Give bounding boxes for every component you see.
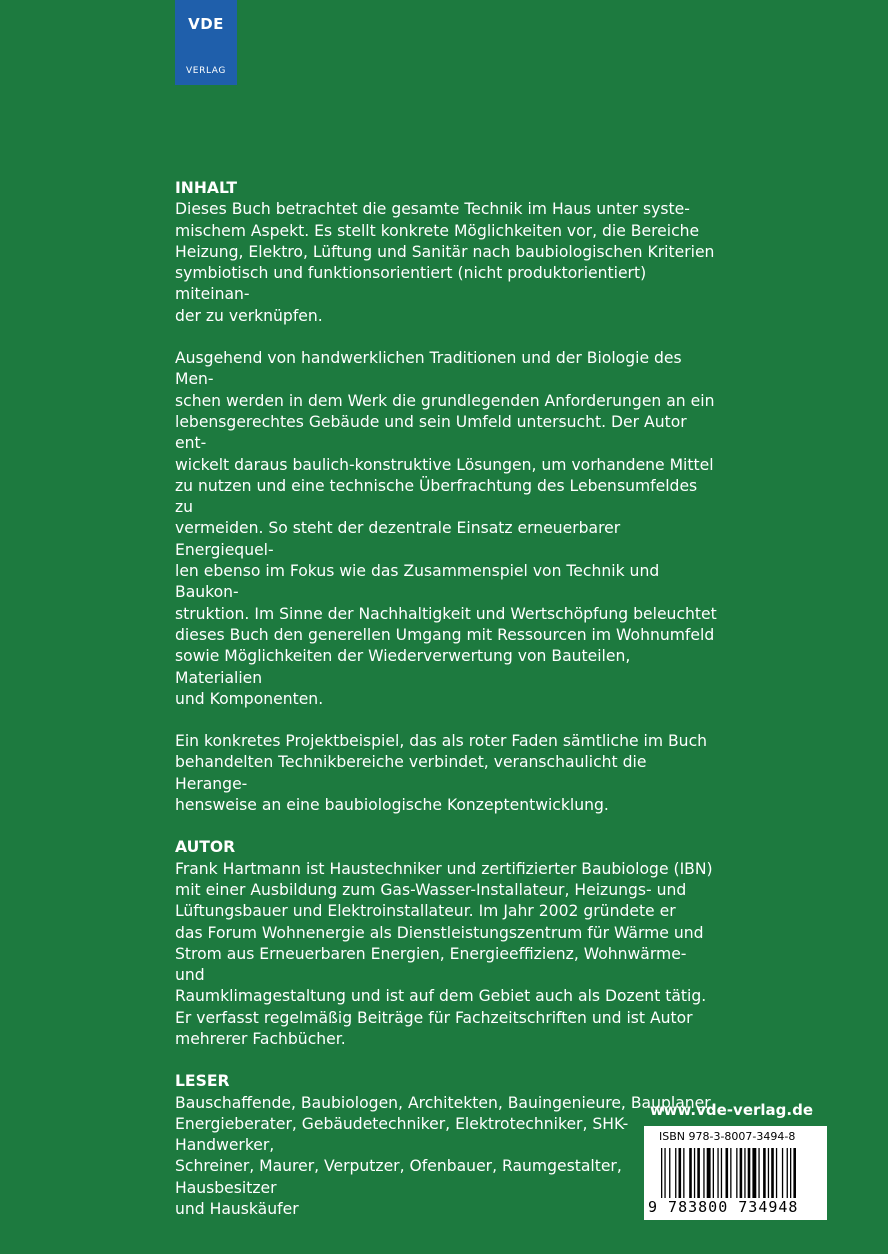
logo-subtitle: VERLAG [186,66,226,76]
vde-verlag-logo [175,0,237,85]
autor-paragraph: Frank Hartmann ist Haustechniker und zertifizierter Baubiologe (IBN) mit einer Ausbildung zum Gas-Wasser-Installateur, Heizungs- und Lüftungsbauer und Elektroinstallateur. Im Jahr 2002 gründete er das Forum Wohnenergie als Dienstleistungszentrum für Wärme und Strom aus Erneuerbaren Energien, Energieeffizienz, Wohnwärme- und Raumklimagestaltung und ist auf dem Gebiet auch als Dozent tätig. Er verfasst regelmäßig Beiträge für Fachzeitschriften und ist Autor mehrerer Fachbücher. [175,859,713,1048]
inhalt-paragraph-2: Ausgehend von handwerklichen Traditionen und der Biologie des Men- schen werden in dem Werk die grundlegenden Anforderungen an ein lebensgerechtes Gebäude und sein Umfeld untersucht. Der Autor ent- wickelt daraus baulich-konstruktive Lösungen, um vorhandene Mittel zu nutzen und eine technische Überfrachtung des Lebensumfeldes zu vermeiden. So steht der dezentrale Einsatz erneuerbarer Energiequel- len ebenso im Fokus wie das Zusammenspiel von Technik und Baukon- struktion. Im Sinne der Nachhaltigkeit und Wertschöpfung beleuchtet dieses Buch den generellen Umgang mit Ressourcen im Wohnumfeld sowie Möglichkeiten der Wiederverwertung von Bauteilen, Materialien und Komponenten. [175,349,717,708]
inhalt-paragraph-3: Ein konkretes Projektbeispiel, das als roter Faden sämtliche im Buch behandelten Technikbereiche verbindet, veranschaulicht die Herange- hensweise an eine baubiologische Konzeptentwicklung. [175,732,708,815]
heading-autor: AUTOR [175,838,236,857]
barcode-digits: 9 783800 734948 [648,1198,799,1216]
leser-paragraph: Bauschaffende, Baubiologen, Architekten, Bauingenieure, Bauplaner, Energieberater, Gebäudetechniker, Elektrotechniker, SHK-Handwerker, Schreiner, Maurer, Verputzer, Ofenbauer, Raumgestalter, Hausbesitzer und Hauskäufer [175,1093,716,1219]
website-url: www.vde-verlag.de [649,1101,813,1119]
heading-inhalt: INHALT [175,179,237,197]
logo-brand: VDE [188,15,224,33]
heading-leser: LESER [175,1072,230,1091]
isbn-label: ISBN 978-3-8007-3494-8 [659,1130,796,1143]
isbn-barcode [644,1126,827,1220]
barcode-bars [661,1148,821,1204]
inhalt-paragraph-1: Dieses Buch betrachtet die gesamte Technik im Haus unter syste- mischem Aspekt. Es stellt konkrete Möglichkeiten vor, die Bereiche Heizung, Elektro, Lüftung und Sanitär nach baubiologischen Kriterien symbiotisch und funktionsorientiert (nicht produktorientiert) miteinan- der zu verknüpfen. [175,200,715,325]
back-cover-text [175,178,720,1220]
